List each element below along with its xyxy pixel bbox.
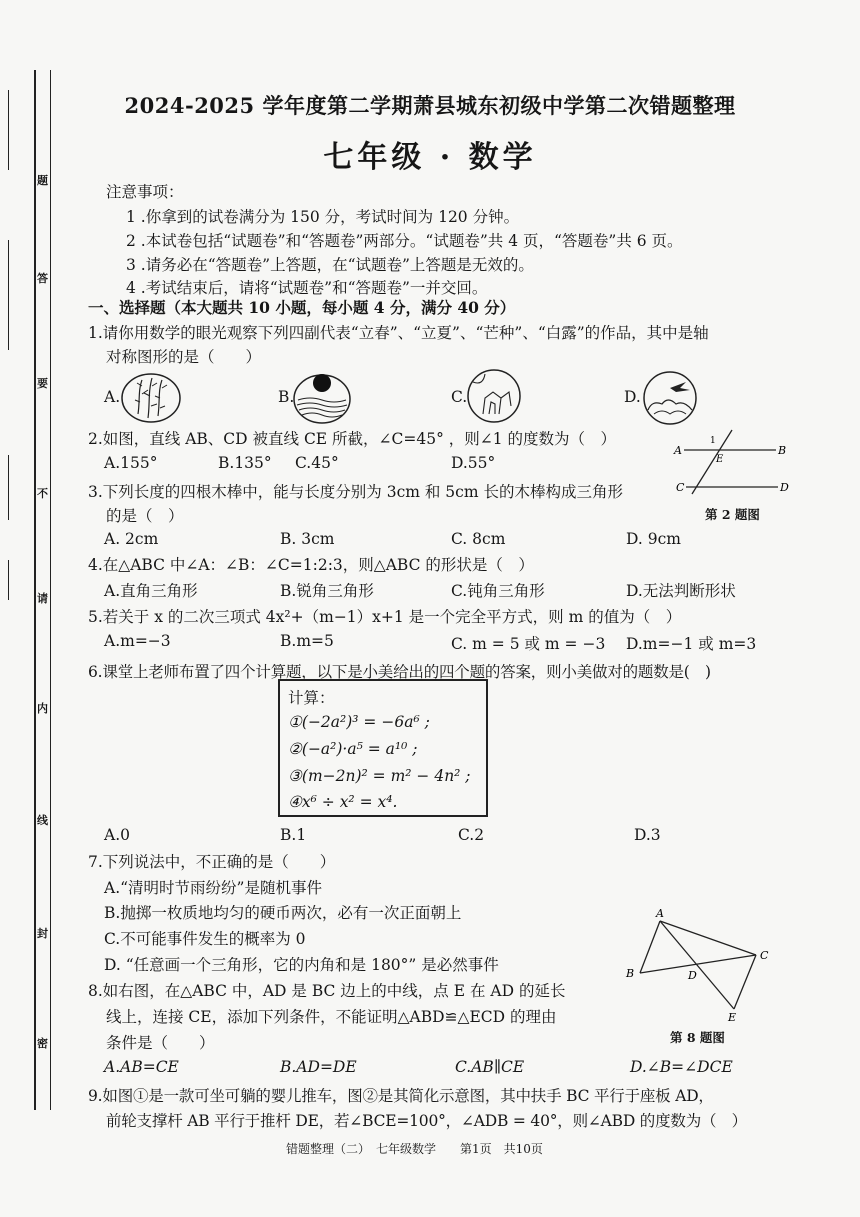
q8-label-b: B (626, 967, 635, 980)
q1-option-d[interactable]: D. (624, 388, 641, 406)
seal-char: 线 (37, 814, 48, 827)
q2-option-a[interactable]: A.155° (104, 454, 158, 472)
q6-box-item: ②(−a²)·a⁵ = a¹⁰ ; (288, 740, 418, 758)
q8-figure (620, 905, 780, 1025)
q6-option-b[interactable]: B.1 (280, 826, 307, 844)
notice-item: 4 .考试结束后，请将“试题卷”和“答题卷”一并交回。 (126, 279, 488, 297)
q5-option-b[interactable]: B.m=5 (280, 632, 334, 650)
q4-stem: 4.在△ABC 中∠A：∠B：∠C=1:2:3，则△ABC 的形状是（ ） (88, 556, 534, 574)
section-heading: 一、选择题（本大题共 10 小题，每小题 4 分，满分 40 分） (88, 298, 516, 317)
q8-label-e: E (728, 1011, 737, 1024)
q6-box-heading: 计算： (288, 689, 335, 707)
q7-stem: 7.下列说法中，不正确的是（ ） (88, 853, 336, 871)
q2-label-a: A (674, 444, 682, 457)
q4-option-c[interactable]: C.钝角三角形 (451, 582, 545, 600)
seal-char: 不 (37, 487, 48, 500)
q3-stem: 的是（ ） (106, 507, 184, 525)
q4-option-a[interactable]: A.直角三角形 (104, 582, 198, 600)
q7-option-c[interactable]: C.不可能事件发生的概率为 0 (104, 930, 306, 948)
seat-line (8, 560, 9, 600)
q8-label-d: D (688, 969, 697, 982)
q1-stem: 1.请你用数学的眼光观察下列四副代表“立春”、“立夏”、“芒种”、“白露”的作品，其中是轴 (88, 324, 709, 342)
bailu-picture (640, 370, 700, 426)
q2-option-d[interactable]: D.55° (451, 454, 496, 472)
q3-stem: 3.下列长度的四根木棒中，能与长度分别为 3cm 和 5cm 长的木棒构成三角形 (88, 483, 623, 501)
q2-stem: 2.如图，直线 AB、CD 被直线 CE 所截，∠C=45° ，则∠1 的度数为（ ） (88, 430, 617, 448)
notice-item: 1 .你拿到的试卷满分为 150 分，考试时间为 120 分钟。 (126, 208, 520, 226)
q1-option-a[interactable]: A. (104, 388, 121, 406)
q6-option-a[interactable]: A.0 (104, 826, 130, 844)
mangzhong-picture (465, 368, 523, 424)
q7-option-b[interactable]: B.抛掷一枚质地均匀的硬币两次，必有一次正面朝上 (104, 904, 462, 922)
q3-option-d[interactable]: D. 9cm (626, 530, 681, 548)
q2-option-c[interactable]: C.45° (295, 454, 339, 472)
q7-option-a[interactable]: A.“清明时节雨纷纷”是随机事件 (104, 879, 322, 897)
page-footer: 错题整理（二） 七年级数学 第1页 共10页 (286, 1142, 543, 1156)
q6-box-item: ④x⁶ ÷ x² = x⁴. (288, 793, 398, 811)
q8-stem: 条件是（ ） (106, 1034, 215, 1052)
q9-stem: 前轮支撑杆 AB 平行于推杆 DE，若∠BCE=100°，∠ADB = 40°，则∠ABD 的度数为（ ） (106, 1112, 747, 1130)
class-line (8, 240, 9, 350)
q2-label-c: C (676, 481, 685, 494)
q8-stem: 8.如右图，在△ABC 中，AD 是 BC 边上的中线，点 E 在 AD 的延长 (88, 982, 566, 1000)
q3-option-a[interactable]: A. 2cm (104, 530, 159, 548)
q6-box-item: ③(m−2n)² = m² − 4n² ; (288, 767, 471, 785)
binding-line-outer (34, 70, 36, 1110)
q2-label-e: E (716, 454, 724, 465)
q8-label-a: A (656, 907, 664, 920)
q4-option-b[interactable]: B.锐角三角形 (280, 582, 374, 600)
q5-stem: 5.若关于 x 的二次三项式 4x²+（m−1）x+1 是一个完全平方式，则 m 的值为（ ） (88, 608, 682, 626)
exam-title: 2024-2025 学年度第二学期萧县城东初级中学第二次错题整理 (124, 93, 736, 118)
lichun-picture (120, 372, 182, 424)
q2-figure (672, 428, 792, 500)
seal-char: 内 (37, 702, 48, 715)
number-line (8, 455, 9, 520)
lixia-picture (292, 372, 352, 424)
seal-char: 答 (37, 272, 48, 285)
seal-char: 密 (37, 1037, 48, 1050)
q5-option-a[interactable]: A.m=−3 (104, 632, 171, 650)
notice-item: 3 .请务必在“答题卷”上答题，在“试题卷”上答题是无效的。 (126, 256, 534, 274)
q4-option-d[interactable]: D.无法判断形状 (626, 582, 736, 600)
q8-stem: 线上，连接 CE，添加下列条件，不能证明△ABD≌△ECD 的理由 (106, 1008, 557, 1026)
q2-option-b[interactable]: B.135° (218, 454, 272, 472)
q8-option-b[interactable]: B.AD=DE (280, 1058, 357, 1076)
seal-char: 请 (37, 592, 48, 605)
q5-option-c[interactable]: C. m = 5 或 m = −3 (451, 635, 606, 653)
q1-stem: 对称图形的是（ ） (106, 348, 262, 366)
seal-char: 题 (37, 174, 48, 187)
exam-subject: 七年级 · 数学 (323, 140, 537, 175)
notice-item: 2 .本试卷包括“试题卷”和“答题卷”两部分。“试题卷”共 4 页，“答题卷”共 6 页。 (126, 232, 683, 250)
q6-option-c[interactable]: C.2 (458, 826, 485, 844)
q3-option-c[interactable]: C. 8cm (451, 530, 506, 548)
q1-option-b[interactable]: B. (278, 388, 295, 406)
binding-line-inner (50, 70, 51, 1110)
q5-option-d[interactable]: D.m=−1 或 m=3 (626, 635, 757, 653)
notice-heading: 注意事项： (106, 183, 184, 201)
q2-label-1: 1 (710, 436, 716, 446)
q1-option-c[interactable]: C. (451, 388, 468, 406)
q8-option-c[interactable]: C.AB∥CE (455, 1058, 525, 1076)
q6-stem: 6.课堂上老师布置了四个计算题，以下是小美给出的四个题的答案，则小美做对的题数是( ) (88, 663, 711, 681)
q9-stem: 9.如图①是一款可坐可躺的婴儿推车，图②是其简化示意图，其中扶手 BC 平行于座板 AD， (88, 1087, 714, 1105)
q8-option-a[interactable]: A.AB=CE (104, 1058, 179, 1076)
seal-char: 封 (37, 927, 48, 940)
q6-box-item: ①(−2a²)³ = −6a⁶ ; (288, 713, 430, 731)
q2-fig-caption: 第 2 题图 (705, 507, 760, 522)
q6-option-d[interactable]: D.3 (634, 826, 661, 844)
q2-label-b: B (778, 444, 787, 457)
q7-option-d[interactable]: D. “任意画一个三角形，它的内角和是 180°” 是必然事件 (104, 956, 499, 974)
q8-label-c: C (760, 949, 769, 962)
q8-option-d[interactable]: D.∠B=∠DCE (630, 1058, 733, 1076)
q3-option-b[interactable]: B. 3cm (280, 530, 335, 548)
q8-fig-caption: 第 8 题图 (670, 1030, 725, 1045)
seal-char: 要 (37, 377, 48, 390)
q2-label-d: D (780, 481, 789, 494)
